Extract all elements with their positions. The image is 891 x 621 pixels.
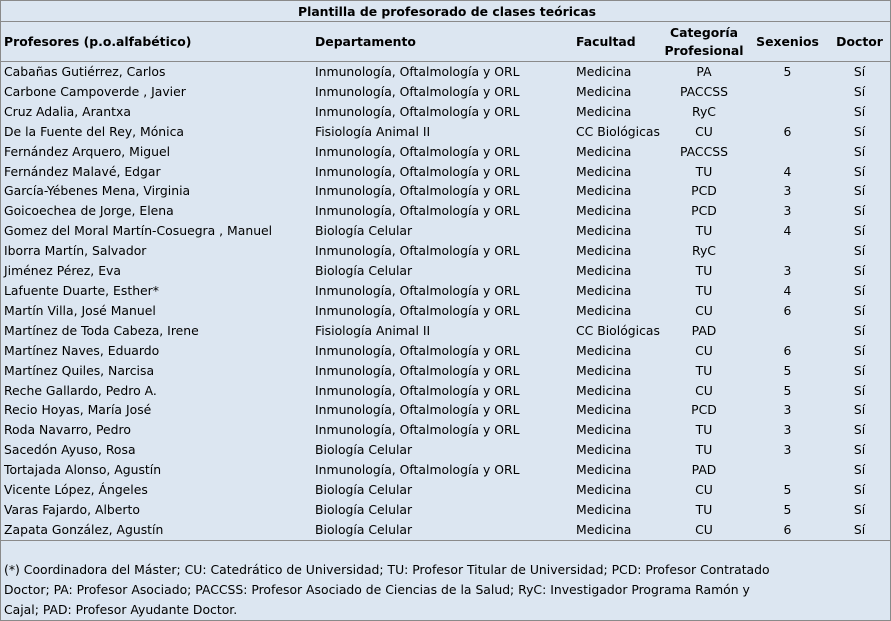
cell-facultad: Medicina [576, 342, 632, 358]
cell-sexenios: 4 [783, 223, 792, 239]
cell-doctor: Sí [853, 103, 866, 119]
header-doctor: Doctor [829, 22, 890, 62]
header-facultad: Facultad [573, 22, 662, 62]
cell-departamento: Inmunología, Oftalmología y ORL [315, 183, 520, 199]
cell-doctor: Sí [853, 382, 866, 398]
cell-sexenios: 5 [783, 501, 792, 517]
cell-categoria: CU [695, 482, 713, 498]
cell-departamento: Inmunología, Oftalmología y ORL [315, 362, 520, 378]
cell-departamento: Biología Celular [315, 442, 413, 458]
cell-sexenios: 4 [783, 163, 792, 179]
cell-profesor: Martín Villa, José Manuel [4, 302, 156, 318]
cell-profesor: Reche Gallardo, Pedro A. [4, 382, 157, 398]
cell-sexenios [746, 460, 829, 480]
cell-facultad: Medicina [576, 442, 632, 458]
cell-categoria: PAD [691, 462, 717, 478]
cell-doctor: Sí [853, 342, 866, 358]
cell-doctor: Sí [853, 183, 866, 199]
cell-categoria: PACCSS [680, 83, 728, 99]
cell-departamento: Biología Celular [315, 223, 413, 239]
cell-departamento: Inmunología, Oftalmología y ORL [315, 282, 520, 298]
table-row [1, 321, 890, 341]
cell-departamento: Inmunología, Oftalmología y ORL [315, 103, 520, 119]
table-row [1, 261, 890, 281]
table-row [1, 400, 890, 420]
table-row [1, 301, 890, 321]
cell-profesor: Vicente López, Ángeles [4, 482, 148, 498]
cell-departamento: Inmunología, Oftalmología y ORL [315, 203, 520, 219]
cell-categoria: RyC [692, 103, 716, 119]
table-row [1, 102, 890, 122]
cell-sexenios: 3 [783, 263, 792, 279]
cell-sexenios: 6 [783, 302, 792, 318]
cell-facultad: Medicina [576, 422, 632, 438]
table-row [1, 162, 890, 182]
cell-profesor: Goicoechea de Jorge, Elena [4, 203, 174, 219]
header-categoria-line2: Profesional [664, 42, 744, 58]
cell-categoria: TU [695, 442, 713, 458]
table-body [1, 62, 890, 540]
cell-facultad: Medicina [576, 302, 632, 318]
cell-doctor: Sí [853, 322, 866, 338]
header-categoria [662, 22, 746, 62]
cell-facultad: Medicina [576, 83, 632, 99]
cell-departamento: Inmunología, Oftalmología y ORL [315, 402, 520, 418]
cell-facultad: Medicina [576, 103, 632, 119]
cell-doctor: Sí [853, 243, 866, 259]
cell-categoria: CU [695, 302, 713, 318]
cell-departamento: Fisiología Animal II [315, 322, 431, 338]
cell-departamento: Biología Celular [315, 501, 413, 517]
cell-departamento: Inmunología, Oftalmología y ORL [315, 163, 520, 179]
cell-categoria: CU [695, 123, 713, 139]
cell-sexenios: 5 [783, 482, 792, 498]
cell-sexenios: 6 [783, 342, 792, 358]
cell-doctor: Sí [853, 143, 866, 159]
cell-departamento: Biología Celular [315, 521, 413, 537]
table-row [1, 440, 890, 460]
cell-departamento: Inmunología, Oftalmología y ORL [315, 143, 520, 159]
cell-sexenios: 5 [783, 362, 792, 378]
cell-doctor: Sí [853, 282, 866, 298]
cell-doctor: Sí [853, 223, 866, 239]
cell-doctor: Sí [853, 83, 866, 99]
cell-doctor: Sí [853, 263, 866, 279]
cell-sexenios: 6 [783, 521, 792, 537]
cell-profesor: Jiménez Pérez, Eva [4, 263, 121, 279]
cell-profesor: Varas Fajardo, Alberto [4, 501, 140, 517]
cell-profesor: García-Yébenes Mena, Virginia [4, 183, 191, 199]
cell-departamento: Inmunología, Oftalmología y ORL [315, 422, 520, 438]
cell-profesor: Fernández Arquero, Miguel [4, 143, 171, 159]
cell-profesor: De la Fuente del Rey, Mónica [4, 123, 185, 139]
cell-departamento: Inmunología, Oftalmología y ORL [315, 342, 520, 358]
table-row [1, 381, 890, 401]
cell-departamento: Inmunología, Oftalmología y ORL [315, 243, 520, 259]
cell-facultad: Medicina [576, 64, 632, 79]
table-row [1, 201, 890, 221]
cell-profesor: Martínez de Toda Cabeza, Irene [4, 322, 199, 338]
header-profesores: Profesores (p.o.alfabético) [1, 22, 312, 62]
table-row [1, 241, 890, 261]
cell-facultad: Medicina [576, 143, 632, 159]
cell-profesor: Iborra Martín, Salvador [4, 243, 147, 259]
cell-facultad: Medicina [576, 223, 632, 239]
cell-facultad: Medicina [576, 482, 632, 498]
cell-facultad: Medicina [576, 282, 632, 298]
cell-categoria: PCD [691, 183, 717, 199]
table-row [1, 221, 890, 241]
cell-doctor: Sí [853, 163, 866, 179]
cell-sexenios: 3 [783, 203, 792, 219]
cell-doctor: Sí [853, 422, 866, 438]
table-row [1, 122, 890, 142]
table-row [1, 341, 890, 361]
header-sexenios: Sexenios [746, 22, 829, 62]
cell-categoria: TU [695, 282, 713, 298]
cell-categoria: TU [695, 263, 713, 279]
cell-doctor: Sí [853, 521, 866, 537]
cell-facultad: CC Biológicas [576, 123, 660, 139]
cell-doctor: Sí [853, 123, 866, 139]
cell-categoria: PAD [691, 322, 717, 338]
cell-doctor: Sí [853, 362, 866, 378]
cell-sexenios: 3 [783, 442, 792, 458]
cell-categoria: PCD [691, 402, 717, 418]
cell-facultad: Medicina [576, 243, 632, 259]
header-categoria-line1: Categoría [670, 24, 738, 40]
cell-categoria: PCD [691, 203, 717, 219]
cell-categoria: CU [695, 521, 713, 537]
cell-facultad: Medicina [576, 501, 632, 517]
cell-sexenios [746, 82, 829, 102]
cell-sexenios: 6 [783, 123, 792, 139]
cell-departamento: Biología Celular [315, 482, 413, 498]
cell-facultad: Medicina [576, 382, 632, 398]
faculty-table [1, 1, 890, 540]
cell-sexenios [746, 142, 829, 162]
cell-doctor: Sí [853, 442, 866, 458]
cell-doctor: Sí [853, 64, 866, 79]
cell-facultad: Medicina [576, 203, 632, 219]
cell-sexenios: 3 [783, 422, 792, 438]
cell-profesor: Martínez Naves, Eduardo [4, 342, 160, 358]
table-row [1, 361, 890, 381]
cell-departamento: Inmunología, Oftalmología y ORL [315, 382, 520, 398]
cell-facultad: Medicina [576, 521, 632, 537]
cell-doctor: Sí [853, 501, 866, 517]
table-title-row [1, 1, 890, 22]
cell-sexenios [746, 102, 829, 122]
cell-profesor: Gomez del Moral Martín-Cosuegra , Manuel [4, 223, 273, 239]
cell-departamento: Inmunología, Oftalmología y ORL [315, 302, 520, 318]
cell-categoria: CU [695, 342, 713, 358]
cell-categoria: TU [695, 422, 713, 438]
table-title: Plantilla de profesorado de clases teóricas [1, 1, 890, 22]
cell-profesor: Zapata González, Agustín [4, 521, 164, 537]
cell-profesor: Carbone Campoverde , Javier [4, 83, 186, 99]
cell-categoria: TU [695, 163, 713, 179]
cell-facultad: CC Biológicas [576, 322, 660, 338]
cell-facultad: Medicina [576, 402, 632, 418]
cell-doctor: Sí [853, 402, 866, 418]
cell-facultad: Medicina [576, 263, 632, 279]
cell-sexenios: 5 [783, 64, 792, 79]
table-row [1, 480, 890, 500]
table-row [1, 181, 890, 201]
table-row [1, 281, 890, 301]
cell-sexenios: 5 [783, 382, 792, 398]
cell-profesor: Cruz Adalia, Arantxa [4, 103, 131, 119]
cell-profesor: Fernández Malavé, Edgar [4, 163, 161, 179]
cell-departamento: Inmunología, Oftalmología y ORL [315, 83, 520, 99]
cell-departamento: Inmunología, Oftalmología y ORL [315, 64, 520, 79]
header-departamento: Departamento [312, 22, 573, 62]
cell-profesor: Tortajada Alonso, Agustín [4, 462, 162, 478]
cell-profesor: Lafuente Duarte, Esther* [4, 282, 159, 298]
cell-profesor: Sacedón Ayuso, Rosa [4, 442, 136, 458]
table-header-row [1, 22, 890, 62]
table-row [1, 82, 890, 102]
table-row [1, 500, 890, 520]
cell-categoria: TU [695, 223, 713, 239]
cell-categoria: TU [695, 362, 713, 378]
cell-profesor: Roda Navarro, Pedro [4, 422, 131, 438]
cell-categoria: TU [695, 501, 713, 517]
cell-categoria: CU [695, 382, 713, 398]
cell-facultad: Medicina [576, 183, 632, 199]
cell-doctor: Sí [853, 482, 866, 498]
cell-categoria: PA [696, 64, 712, 79]
cell-doctor: Sí [853, 462, 866, 478]
cell-facultad: Medicina [576, 462, 632, 478]
cell-sexenios: 4 [783, 282, 792, 298]
cell-sexenios: 3 [783, 402, 792, 418]
footnote: (*) Coordinadora del Máster; CU: Catedrático de Universidad; TU: Profesor Titular de Universidad; PCD: Profesor Contratado Doctor; PA: Profesor Asociado; PACCSS: Profesor Asociado de Ciencias de la Salud; RyC: Investigador Programa Ramón y Cajal; PAD: Profesor Ayudante Doctor. [1, 540, 890, 620]
table-row [1, 460, 890, 480]
cell-categoria: RyC [692, 243, 716, 259]
cell-departamento: Biología Celular [315, 263, 413, 279]
cell-facultad: Medicina [576, 362, 632, 378]
cell-profesor: Cabañas Gutiérrez, Carlos [4, 64, 166, 79]
cell-profesor: Martínez Quiles, Narcisa [4, 362, 155, 378]
cell-categoria: PACCSS [680, 143, 728, 159]
cell-facultad: Medicina [576, 163, 632, 179]
cell-doctor: Sí [853, 203, 866, 219]
cell-departamento: Inmunología, Oftalmología y ORL [315, 462, 520, 478]
cell-sexenios [746, 241, 829, 261]
cell-profesor: Recio Hoyas, María José [4, 402, 152, 418]
cell-sexenios: 3 [783, 183, 792, 199]
table-row [1, 142, 890, 162]
cell-doctor: Sí [853, 302, 866, 318]
cell-sexenios [746, 321, 829, 341]
table-row [1, 62, 890, 82]
cell-departamento: Fisiología Animal II [315, 123, 431, 139]
table-row [1, 520, 890, 540]
table-row [1, 420, 890, 440]
